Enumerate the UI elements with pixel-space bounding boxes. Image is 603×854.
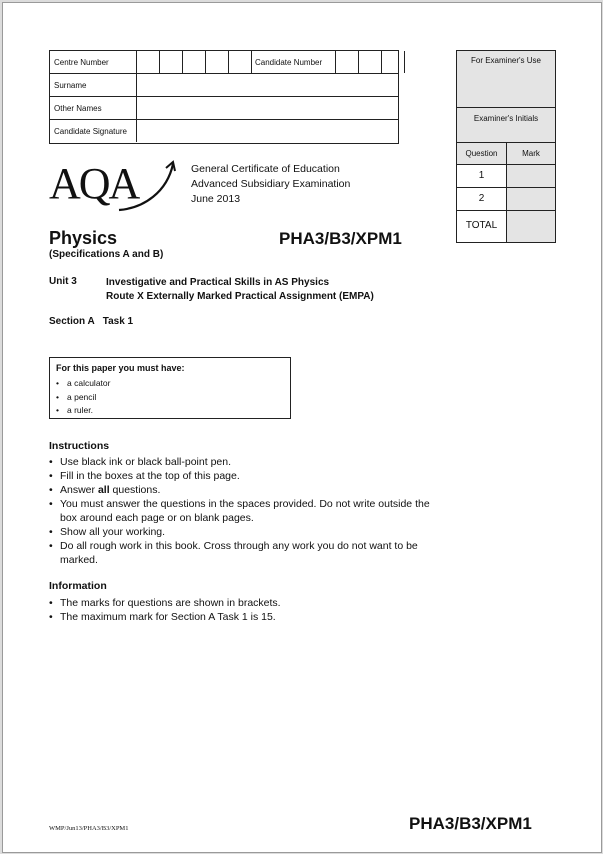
requirements-title: For this paper you must have: [56,363,185,373]
exam-info-line-2: Advanced Subsidiary Examination [191,178,351,190]
other-names-field[interactable] [136,97,137,119]
examiner-use-box [456,50,556,243]
unit-label: Unit 3 [49,276,77,287]
signature-row [50,120,398,142]
instruction-item: • Use black ink or black ball-point pen. [49,455,449,469]
exam-info-line-3: June 2013 [191,193,241,205]
surname-label: Surname [54,81,87,90]
surname-field[interactable] [136,74,137,96]
aqa-logo [49,156,179,216]
subject-specifications: (Specifications A and B) [49,249,164,260]
footer-reference: WMP/Jun13/PHA3/B3/XPM1 [49,825,129,832]
information-list [49,596,449,624]
section-label: Section A Task 1 [49,316,134,327]
instructions-heading: Instructions [49,440,110,452]
emphasis-all: all [97,484,110,496]
signature-field[interactable] [136,120,137,142]
exam-info [191,162,350,207]
exam-cover-page [2,2,602,853]
instruction-item: • Do all rough work in this book. Cross through any work you do not want to be marked. [49,539,420,567]
requirements-box [49,357,291,419]
question-header: Question [465,149,498,158]
information-heading: Information [49,580,107,592]
question-1-label: 1 [478,170,485,181]
surname-row [50,74,398,97]
total-label: TOTAL [465,220,498,231]
requirements-list [56,377,110,418]
question-1-mark [507,165,555,188]
other-names-row [50,97,398,120]
unit-line-1: Investigative and Practical Skills in AS Physics [106,277,330,288]
candidate-signature-label: Candidate Signature [54,127,127,136]
exam-info-line-1: General Certificate of Education [191,163,340,175]
total-mark [507,211,555,242]
subject-title: Physics [49,228,118,248]
unit-line-2: Route X Externally Marked Practical Assignment (EMPA) [106,291,374,302]
aqa-logo-text: AQA [49,159,139,208]
examiner-use-title: For Examiner's Use [471,56,541,65]
footer-paper-code: PHA3/B3/XPM1 [409,814,532,833]
candidate-details-table [49,50,399,144]
instructions-list [49,455,449,567]
centre-number-row [50,51,398,74]
other-names-label: Other Names [54,104,102,113]
requirement-item: • a calculator [56,377,110,391]
aqa-logo-swoosh-icon [49,156,179,216]
information-item: • The maximum mark for Section A Task 1 is 15. [49,610,449,624]
candidate-number-label: Candidate Number [255,58,323,67]
information-item: • The marks for questions are shown in brackets. [49,596,449,610]
question-2-mark [507,188,555,211]
instruction-item: • Answer all questions. [49,483,449,497]
requirement-item: • a ruler. [56,404,110,418]
unit-description [106,276,374,304]
instruction-item: • You must answer the questions in the spaces provided. Do not write outside the box around each page or on blank pages. [49,497,449,525]
question-2-label: 2 [478,193,485,204]
mark-header: Mark [522,149,540,158]
examiner-initials-label: Examiner's Initials [473,114,539,123]
paper-code: PHA3/B3/XPM1 [279,229,402,248]
requirement-item: • a pencil [56,391,110,405]
instruction-item: • Show all your working. [49,525,449,539]
centre-number-label: Centre Number [54,58,109,67]
instruction-item: • Fill in the boxes at the top of this page. [49,469,449,483]
